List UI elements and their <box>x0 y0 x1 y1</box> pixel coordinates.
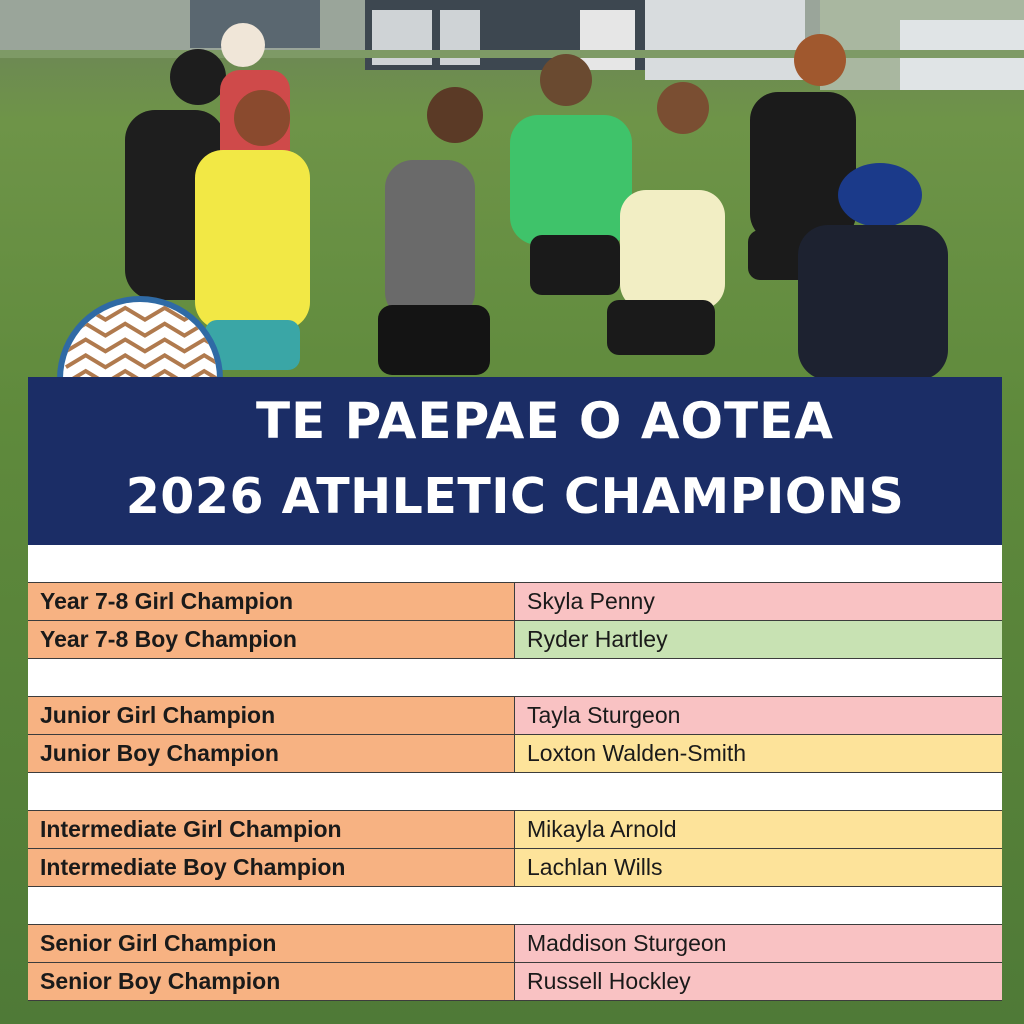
category-cell: Junior Boy Champion <box>28 735 515 772</box>
table-spacer-row <box>28 545 1002 583</box>
table-row <box>28 811 1002 849</box>
title-line-1: TE PAEPAE O AOTEA <box>256 392 834 450</box>
title-line-2: 2026 ATHLETIC CHAMPIONS <box>125 468 905 525</box>
champion-name-cell: Lachlan Wills <box>515 849 1002 886</box>
table-row <box>28 735 1002 773</box>
table-spacer-row <box>28 659 1002 697</box>
champion-name-cell: Skyla Penny <box>515 583 1002 620</box>
table-row <box>28 849 1002 887</box>
table-spacer-row <box>28 773 1002 811</box>
champion-name-cell: Mikayla Arnold <box>515 811 1002 848</box>
category-cell: Senior Boy Champion <box>28 963 515 1000</box>
champion-name-cell: Tayla Sturgeon <box>515 697 1002 734</box>
category-cell: Year 7-8 Girl Champion <box>28 583 515 620</box>
table-row <box>28 925 1002 963</box>
table-row <box>28 621 1002 659</box>
champion-name-cell: Ryder Hartley <box>515 621 1002 658</box>
category-cell: Junior Girl Champion <box>28 697 515 734</box>
category-cell: Intermediate Boy Champion <box>28 849 515 886</box>
table-row <box>28 697 1002 735</box>
champion-name-cell: Maddison Sturgeon <box>515 925 1002 962</box>
table-row <box>28 963 1002 1001</box>
table-spacer-row <box>28 887 1002 925</box>
table-row <box>28 583 1002 621</box>
champions-table <box>28 545 1002 1001</box>
category-cell: Intermediate Girl Champion <box>28 811 515 848</box>
champion-name-cell: Loxton Walden-Smith <box>515 735 1002 772</box>
category-cell: Year 7-8 Boy Champion <box>28 621 515 658</box>
category-cell: Senior Girl Champion <box>28 925 515 962</box>
champion-name-cell: Russell Hockley <box>515 963 1002 1000</box>
title-banner <box>28 377 1002 545</box>
